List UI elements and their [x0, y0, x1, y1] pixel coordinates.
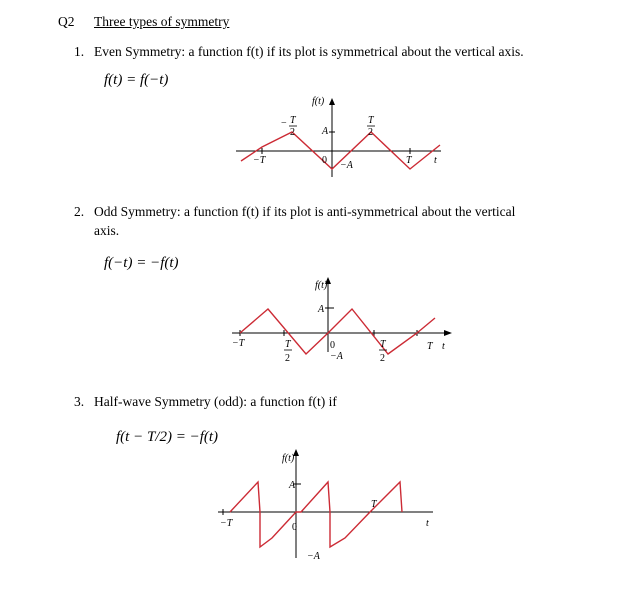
- plot2-t-label: t: [442, 341, 445, 352]
- plot2-A-label: A: [318, 304, 325, 315]
- half-wave-symmetry-equation: f(t − T/2) = −f(t): [116, 429, 219, 445]
- item-2-number: 2.: [74, 204, 85, 219]
- plot1-Th-den: 2: [368, 127, 373, 138]
- plot1-ft-label: f(t): [312, 96, 325, 107]
- plot2-negTh-num: T: [285, 339, 291, 350]
- plot1-negTh-den: 2: [290, 127, 295, 138]
- plot1-A-label: A: [322, 126, 329, 137]
- half-wave-symmetry-plot: [218, 448, 468, 568]
- item-2-text-line1: Odd Symmetry: a function f(t) if its plot is anti-symmetrical about the vertical: [94, 204, 516, 219]
- plot2-negA-label: −A: [330, 351, 343, 362]
- plot1-T-label: T: [406, 155, 412, 166]
- item-3-text: Half-wave Symmetry (odd): a function f(t) if: [94, 394, 337, 409]
- plot1-negA-label: −A: [340, 160, 353, 171]
- plot3-A-label: A: [289, 480, 296, 491]
- plot1-t-label: t: [434, 155, 437, 166]
- plot1-negTh-num: T: [290, 115, 296, 126]
- plot2-Th-num: T: [380, 339, 386, 350]
- plot3-zero-label: 0: [292, 522, 297, 533]
- plot1-Th-num: T: [368, 115, 374, 126]
- plot1-negT-label: −T: [253, 155, 266, 166]
- item-2-text: [94, 204, 576, 220]
- plot2-T-label: T: [427, 341, 433, 352]
- plot2-ft-label: f(t): [315, 280, 328, 291]
- item-1-text: Even Symmetry: a function f(t) if its plot is symmetrical about the vertical axis.: [94, 44, 524, 59]
- plot1-neg-sign: −: [281, 118, 287, 129]
- plot2-zero-label: 0: [330, 340, 335, 351]
- plot3-ft-label: f(t): [282, 453, 295, 464]
- odd-symmetry-plot: [232, 272, 472, 372]
- plot3-negT-label: −T: [220, 518, 233, 529]
- plot3-t-label: t: [426, 518, 429, 529]
- item-2-text-line2: axis.: [94, 223, 120, 238]
- plot3-negA-label: −A: [307, 551, 320, 562]
- item-3-number: 3.: [74, 394, 85, 409]
- plot2-negTh-den: 2: [285, 353, 290, 364]
- even-symmetry-equation: f(t) = f(−t): [104, 72, 169, 88]
- odd-waveform: [240, 309, 435, 354]
- value-axis-arrow: [329, 98, 335, 105]
- odd-symmetry-equation: f(−t) = −f(t): [104, 255, 179, 271]
- item-1-number: 1.: [74, 44, 85, 59]
- even-symmetry-plot: [236, 95, 476, 185]
- plot2-negT-label: −T: [232, 338, 245, 349]
- half-wave-waveform: [230, 482, 402, 547]
- plot2-Th-den: 2: [380, 353, 385, 364]
- question-title: Three types of symmetry: [94, 14, 230, 29]
- plot3-T-label: T: [371, 499, 377, 510]
- time-axis-arrow: [444, 330, 452, 336]
- question-number: Q2: [58, 14, 75, 29]
- plot1-zero-label: 0: [322, 155, 327, 166]
